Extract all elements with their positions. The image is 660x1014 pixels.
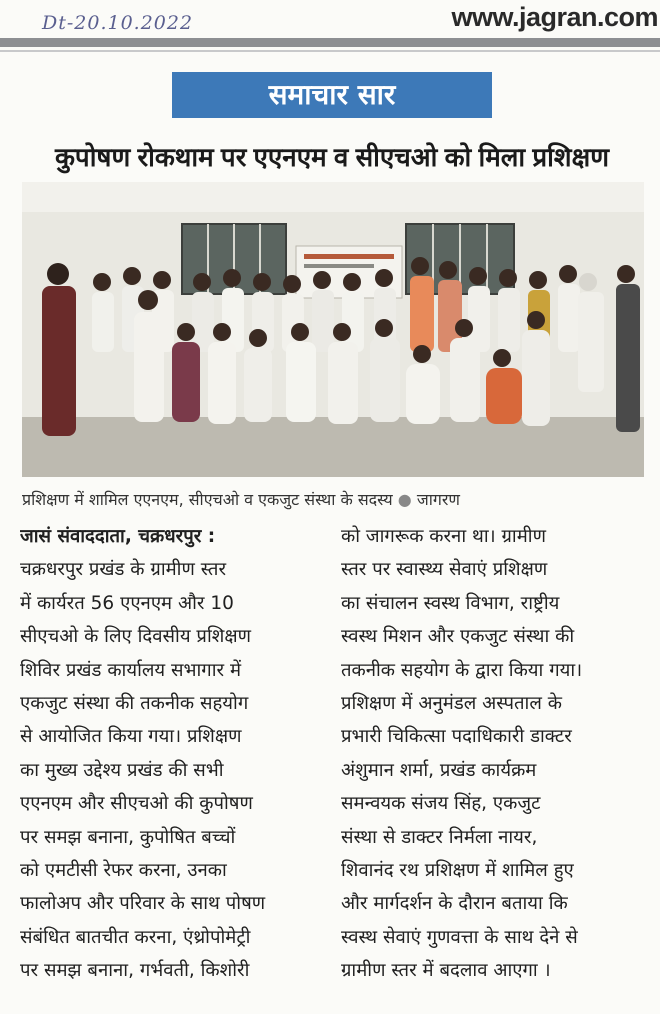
article-line: को एमटीसी रेफर करना, उनका <box>20 859 227 881</box>
article-line: शिविर प्रखंड कार्यालय सभागार में <box>20 659 242 681</box>
article-line: का संचालन स्वस्थ विभाग, राष्ट्रीय <box>341 592 560 614</box>
headline: कुपोषण रोकथाम पर एएनएम व सीएचओ को मिला प्रशिक्षण <box>54 142 610 172</box>
masthead <box>0 0 660 48</box>
article-line: ग्रामीण स्तर में बदलाव आएगा । <box>341 960 551 982</box>
group-photo-image <box>22 182 644 477</box>
article-line: से आयोजित किया गया। प्रशिक्षण <box>20 726 242 748</box>
photo-credit: जागरण <box>416 490 460 509</box>
article-line: एकजुट संस्था की तकनीक सहयोग <box>20 692 249 714</box>
article-column-right <box>341 520 646 987</box>
article-line: समन्वयक संजय सिंह, एकजुट <box>341 793 541 815</box>
article-line: प्रभारी चिकित्सा पदाधिकारी डाक्टर <box>341 726 572 748</box>
article-line: फालोअप और परिवार के साथ पोषण <box>20 893 266 915</box>
article-line: पर समझ बनाना, कुपोषित बच्चों <box>20 826 236 848</box>
article-line: अंशुमान शर्मा, प्रखंड कार्यक्रम <box>341 759 537 781</box>
group-photo <box>22 182 644 477</box>
article-line: शिवानंद रथ प्रशिक्षण में शामिल हुए <box>341 859 574 881</box>
article-line: स्वस्थ मिशन और एकजुट संस्था की <box>341 626 575 648</box>
article-line: को जागरूक करना था। ग्रामीण <box>341 526 546 547</box>
article-column-left <box>20 520 325 987</box>
header-rule <box>0 38 660 47</box>
article-line: पर समझ बनाना, गर्भवती, किशोरी <box>20 960 250 982</box>
article-line: चक्रधरपुर प्रखंड के ग्रामीण स्तर <box>20 559 227 581</box>
article-line: एएनएम और सीएचओ की कुपोषण <box>20 793 253 815</box>
article-line: संबंधित बातचीत करना, एंथ्रोपोमेट्री <box>20 926 251 948</box>
photo-caption <box>22 488 642 510</box>
article-line: तकनीक सहयोग के द्वारा किया गया। <box>341 659 583 681</box>
article-line: और मार्गदर्शन के दौरान बताया कि <box>341 893 568 915</box>
article-line: संस्था से डाक्टर निर्मला नायर, <box>341 826 538 848</box>
article-line: स्तर पर स्वास्थ्य सेवाएं प्रशिक्षण <box>341 559 548 581</box>
header-rule-thin <box>0 50 660 52</box>
section-label: समाचार सार <box>172 72 492 118</box>
clipping-date: Dt-20.10.2022 <box>42 12 194 34</box>
site-url: www.jagran.com <box>451 2 658 32</box>
article-line: प्रशिक्षण में अनुमंडल अस्पताल के <box>341 692 562 714</box>
bullet-icon: ● <box>397 490 412 509</box>
byline: जासं संवाददाता, चक्रधरपुर : <box>20 526 216 547</box>
article-line: सीएचओ के लिए दिवसीय प्रशिक्षण <box>20 626 251 648</box>
article-line: स्वस्थ सेवाएं गुणवत्ता के साथ देने से <box>341 926 578 948</box>
caption-text: प्रशिक्षण में शामिल एएनएम, सीएचओ व एकजुट संस्था के सदस्य <box>22 490 393 509</box>
article-line: का मुख्य उद्देश्य प्रखंड की सभी <box>20 759 224 781</box>
article-line: में कार्यरत 56 एएनएम और 10 <box>20 592 234 614</box>
